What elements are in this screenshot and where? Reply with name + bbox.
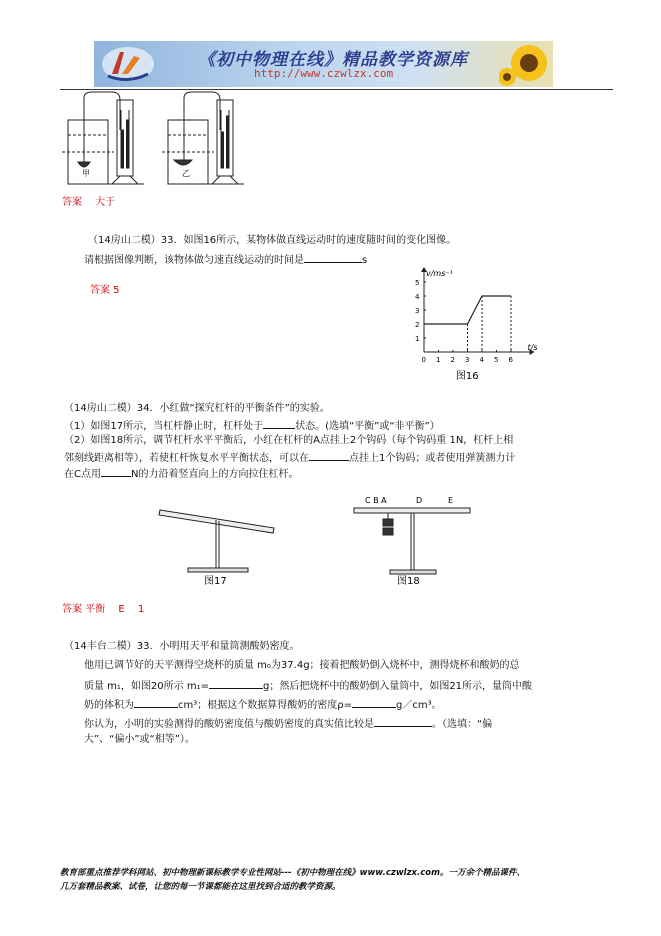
q2-line2 (64, 418, 440, 434)
q1-blank[interactable] (304, 252, 362, 263)
fig18-caption: 图18 (397, 576, 420, 586)
q2-line1: （14房山二模）34．小红做“探究杠杆的平衡条件”的实验。 (64, 403, 330, 414)
y-tick-label: 2 (415, 321, 420, 329)
q3-line6: 大”、“偏小”或“相等”）。 (84, 734, 195, 745)
x-tick-label: 4 (479, 356, 484, 364)
y-tick-label: 5 (415, 279, 420, 287)
q2-line3: （2）如图18所示，调节杠杆水平平衡后，小红在杠杆的A点挂上2个钩码（每个钩码重 1N，杠杆上相 (64, 435, 514, 446)
q2-blank-2[interactable] (309, 450, 349, 461)
q2-line5a: 在C点用 (64, 469, 101, 480)
q3-line1: （14丰台二模）33．小明用天平和量筒测酸奶密度。 (64, 641, 300, 652)
series-velocity-line (424, 296, 511, 324)
q2-blank-1[interactable] (263, 418, 295, 429)
y-tick-label: 4 (415, 293, 420, 301)
q3-line3 (84, 678, 532, 694)
site-logo-icon (98, 44, 158, 84)
pressure-apparatus-figure (62, 90, 262, 190)
fig18-label-e: E (448, 496, 454, 505)
q3-blank-4[interactable] (374, 716, 432, 727)
q3-line4a: 奶的体积为 (84, 700, 134, 711)
chart-caption: 图16 (455, 371, 479, 382)
footer-line1: 教育部重点推荐学科网站、初中物理新课标教学专业性网站---《初中物理在线》www.czwlzx.com。一万余个精品课件、 (60, 868, 525, 878)
y-axis-label: v/ms⁻¹ (426, 269, 453, 278)
q2-line5 (64, 466, 298, 482)
q1-line2 (84, 252, 367, 268)
x-tick-label: 5 (494, 356, 499, 364)
label-jia: 甲 (82, 169, 90, 178)
velocity-time-chart (400, 252, 550, 382)
q2-line4b: 点挂上1个钩码；或者使用弹簧测力计 (349, 453, 516, 464)
footer-line2: 几万套精品教案、试卷，让您的每一节课都能在这里找到合适的教学资源。 (60, 882, 341, 892)
x-axis-label: t/s (527, 343, 538, 352)
q3-line5a: 你认为，小明的实验测得的酸奶密度值与酸奶密度的真实值比较是 (84, 719, 374, 730)
q1-unit: s (362, 255, 368, 266)
fig18-label-d: D (416, 496, 423, 505)
q3-line5 (84, 716, 492, 732)
x-tick-label: 0 (421, 356, 426, 364)
y-tick-label: 3 (415, 307, 420, 315)
q3-line5b: 。（选填：“偏 (432, 719, 493, 730)
banner-title: 《初中物理在线》精品教学资源库 (198, 50, 468, 70)
label-yi: 乙 (182, 169, 190, 178)
y-tick-label: 1 (415, 335, 420, 343)
fig18-labels-cba: C B A (365, 496, 387, 505)
q2-line5b: N的力沿着竖直向上的方向拉住杠杆。 (130, 469, 299, 480)
q2-blank-3[interactable] (101, 466, 131, 477)
q2-line2b: 状态。(选填“平衡”或“非平衡”） (295, 421, 440, 432)
x-tick-label: 6 (508, 356, 513, 364)
q2-line4a: 邻刻线距离相等），若使杠杆恢复水平平衡状态，可以在 (64, 453, 309, 464)
header-banner (94, 41, 553, 87)
q3-blank-1[interactable] (209, 678, 263, 689)
fig17-caption: 图17 (204, 576, 227, 587)
x-tick-label: 2 (450, 356, 455, 364)
q2-answer: 答案 平衡 E 1 (62, 604, 145, 615)
q3-blank-2[interactable] (134, 697, 178, 708)
q3-line3a: 质量 m₁，如图20所示 m₁= (84, 681, 209, 692)
answer-1: 答案 大于 (62, 197, 116, 208)
q3-line4c: g／cm³。 (395, 700, 442, 711)
q3-blank-3[interactable] (352, 697, 396, 708)
q1-line1: （14房山二模）33．如图16所示，某物体做直线运动时的速度随时间的变化图像。 (88, 235, 457, 246)
q1-line2-text: 请根据图像判断，该物体做匀速直线运动的时间是 (84, 255, 304, 266)
lever-figure-17 (150, 490, 290, 590)
x-tick-label: 3 (465, 356, 470, 364)
x-tick-label: 1 (436, 356, 441, 364)
sunflower-icon (499, 41, 553, 87)
q3-line3b: g；然后把烧杯中的酸奶倒入量筒中，如图21所示，量筒中酸 (262, 681, 533, 692)
q2-line2a: （1）如图17所示，当杠杆静止时，杠杆处于 (64, 421, 264, 432)
q3-line4b: cm³；根据这个数据算得酸奶的密度ρ= (178, 700, 352, 711)
q3-line4 (84, 697, 442, 713)
banner-url[interactable]: http://www.czwlzx.com (254, 67, 394, 80)
q3-line2: 他用已调节好的天平测得空烧杯的质量 m₀为37.4g；接着把酸奶倒入烧杯中，测得烧杯和酸奶的总 (84, 660, 520, 671)
q2-line4 (64, 450, 515, 466)
q1-answer: 答案 5 (90, 285, 120, 296)
lever-figure-18 (350, 494, 475, 586)
